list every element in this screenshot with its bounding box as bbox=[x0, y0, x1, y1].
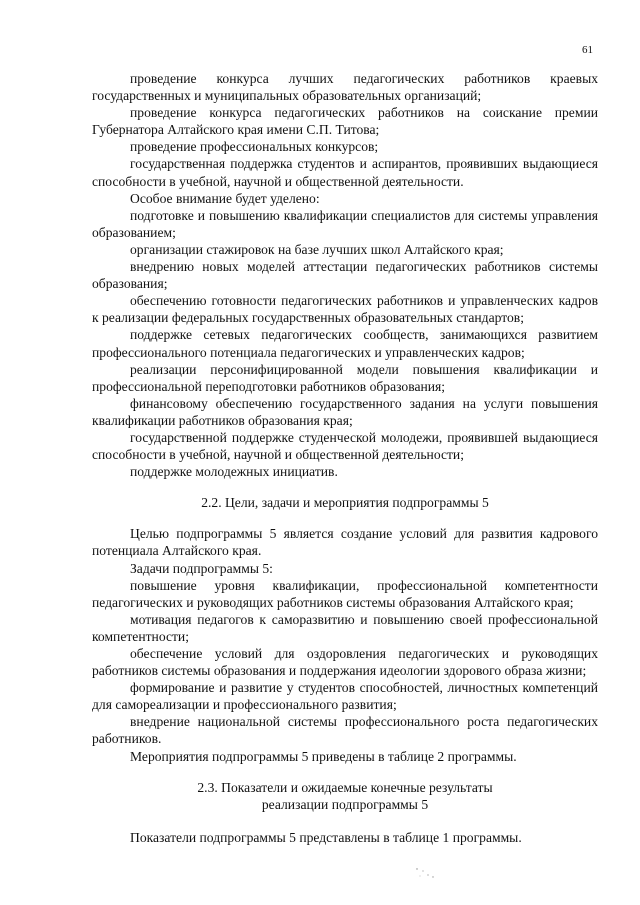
paragraph: проведение профессиональных конкурсов; bbox=[130, 139, 379, 155]
paragraph: государственной поддержке студенческой молодежи, проявившей выдающиеся способности в учебной, научной и общественной деятельности; bbox=[92, 429, 598, 463]
paragraph: Целью подпрограммы 5 является создание условий для развития кадрового потенциала Алтайского края. bbox=[92, 526, 598, 559]
paragraph: формирование и развитие у студентов способностей, личностных компетенций для самореализации и профессионального развития; bbox=[92, 680, 598, 713]
paragraph: мотивация педагогов к саморазвитию и повышению своей профессиональной компетентности; bbox=[92, 611, 598, 644]
section-heading-2-3-line2: реализации подпрограммы 5 bbox=[261, 796, 429, 812]
paragraph: Мероприятия подпрограммы 5 приведены в таблице 2 программы. bbox=[130, 748, 517, 764]
paragraph: реализации персонифицированной модели повышения квалификации и профессиональной переподготовки работников образования; bbox=[92, 361, 598, 394]
paragraph: поддержке молодежных инициатив. bbox=[130, 464, 338, 480]
paragraph: Задачи подпрограммы 5: bbox=[130, 560, 273, 576]
document-body bbox=[92, 70, 598, 846]
paragraph: проведение конкурса педагогических работников на соискание премии Губернатора Алтайского края имени С.П. Титова; bbox=[92, 105, 598, 138]
scan-noise-mark bbox=[414, 866, 438, 880]
paragraph: внедрение национальной системы профессионального роста педагогических работников. bbox=[92, 714, 598, 747]
paragraph: поддержке сетевых педагогических сообществ, занимающихся развитием профессионального потенциала педагогических и управленческих кадров; bbox=[92, 327, 598, 360]
paragraph: Особое внимание будет уделено: bbox=[130, 190, 320, 206]
paragraph: финансовому обеспечению государственного задания на услуги повышения квалификации работников образования края; bbox=[92, 395, 598, 428]
paragraph: обеспечение условий для оздоровления педагогических и руководящих работников системы образования и поддержания идеологии здорового образа жизни; bbox=[92, 646, 598, 679]
page-number: 61 bbox=[582, 44, 593, 56]
paragraph: проведение конкурса лучших педагогических работников краевых государственных и муниципальных образовательных организаций; bbox=[92, 71, 598, 104]
section-heading-2-3-line1: 2.3. Показатели и ожидаемые конечные результаты bbox=[197, 779, 493, 795]
paragraph: Показатели подпрограммы 5 представлены в таблице 1 программы. bbox=[130, 829, 522, 845]
paragraph: обеспечению готовности педагогических работников и управленческих кадров к реализации федеральных государственных образовательных стандартов; bbox=[92, 293, 598, 326]
paragraph: государственная поддержка студентов и аспирантов, проявивших выдающиеся способности в учебной, научной и общественной деятельности. bbox=[92, 156, 598, 189]
paragraph: повышение уровня квалификации, профессиональной компетентности педагогических и руководящих работников системы образования Алтайского края; bbox=[92, 577, 598, 610]
paragraph: подготовке и повышению квалификации специалистов для системы управления образованием; bbox=[92, 207, 598, 240]
section-heading-2-2: 2.2. Цели, задачи и мероприятия подпрограммы 5 bbox=[201, 495, 489, 511]
paragraph: внедрению новых моделей аттестации педагогических работников системы образования; bbox=[92, 259, 598, 292]
paragraph: организации стажировок на базе лучших школ Алтайского края; bbox=[130, 241, 504, 257]
